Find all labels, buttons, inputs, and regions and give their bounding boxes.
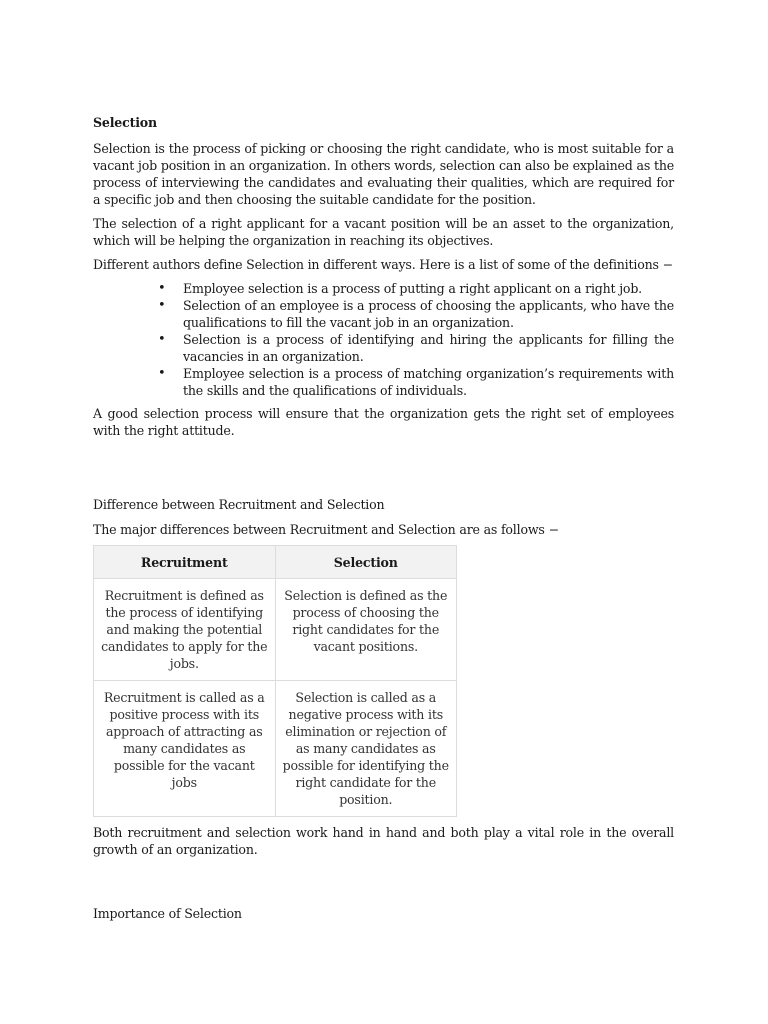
- paragraph: The selection of a right applicant for a vacant position will be an asset to the organization, which will be helping the organization in reaching its objectives.: [93, 216, 674, 248]
- paragraph: The major differences between Recruitment and Selection are as follows −: [93, 522, 559, 537]
- paragraph: A good selection process will ensure that the organization gets the right set of employees with the right attitude.: [93, 406, 674, 438]
- list-item: [158, 297, 674, 331]
- list-item: [158, 280, 674, 297]
- table-row: [94, 681, 457, 817]
- bullet-icon: •: [158, 332, 166, 347]
- bullet-icon: •: [158, 281, 166, 296]
- spacer: [93, 865, 674, 905]
- bullet-icon: •: [158, 298, 166, 313]
- table-cell: Selection is defined as the process of choosing the right candidates for the vacant positions.: [275, 579, 457, 681]
- section-heading-selection: Selection: [93, 115, 157, 130]
- paragraph: Both recruitment and selection work hand in hand and both play a vital role in the overall growth of an organization.: [93, 825, 674, 857]
- section-title-difference: Difference between Recruitment and Selection: [93, 497, 385, 512]
- section-title-importance: Importance of Selection: [93, 906, 242, 921]
- table-cell: Recruitment is defined as the process of identifying and making the potential candidates to apply for the jobs.: [94, 579, 276, 681]
- list-item: [158, 331, 674, 365]
- table-cell: Recruitment is called as a positive process with its approach of attracting as many candidates as possible for the vacant jobs: [94, 681, 276, 817]
- list-item-text: Employee selection is a process of matching organization’s requirements with the skills and the qualifications of individuals.: [183, 366, 674, 398]
- table-cell: Selection is called as a negative process with its elimination or rejection of as many candidates as possible for identifying the right candidate for the position.: [275, 681, 457, 817]
- definitions-list: [93, 280, 674, 399]
- bullet-icon: •: [158, 366, 166, 381]
- paragraph: Different authors define Selection in different ways. Here is a list of some of the definitions −: [93, 257, 673, 272]
- paragraph: Selection is the process of picking or choosing the right candidate, who is most suitable for a vacant job position in an organization. In others words, selection can also be explained as the process of interviewing the candidates and evaluating their qualities, which are required for a specific job and then choosing the suitable candidate for the position.: [93, 141, 674, 207]
- table-header-row: [94, 546, 457, 579]
- table-header-selection: Selection: [275, 546, 457, 579]
- list-item: [158, 365, 674, 399]
- list-item-text: Selection is a process of identifying and hiring the applicants for filling the vacancies in an organization.: [183, 332, 674, 364]
- table-header-recruitment: Recruitment: [94, 546, 276, 579]
- spacer: [93, 446, 674, 496]
- list-item-text: Selection of an employee is a process of choosing the applicants, who have the qualifications to fill the vacant job in an organization.: [183, 298, 674, 330]
- table-row: [94, 579, 457, 681]
- document-body: [93, 114, 674, 930]
- comparison-table: [93, 545, 457, 817]
- list-item-text: Employee selection is a process of putting a right applicant on a right job.: [183, 281, 642, 296]
